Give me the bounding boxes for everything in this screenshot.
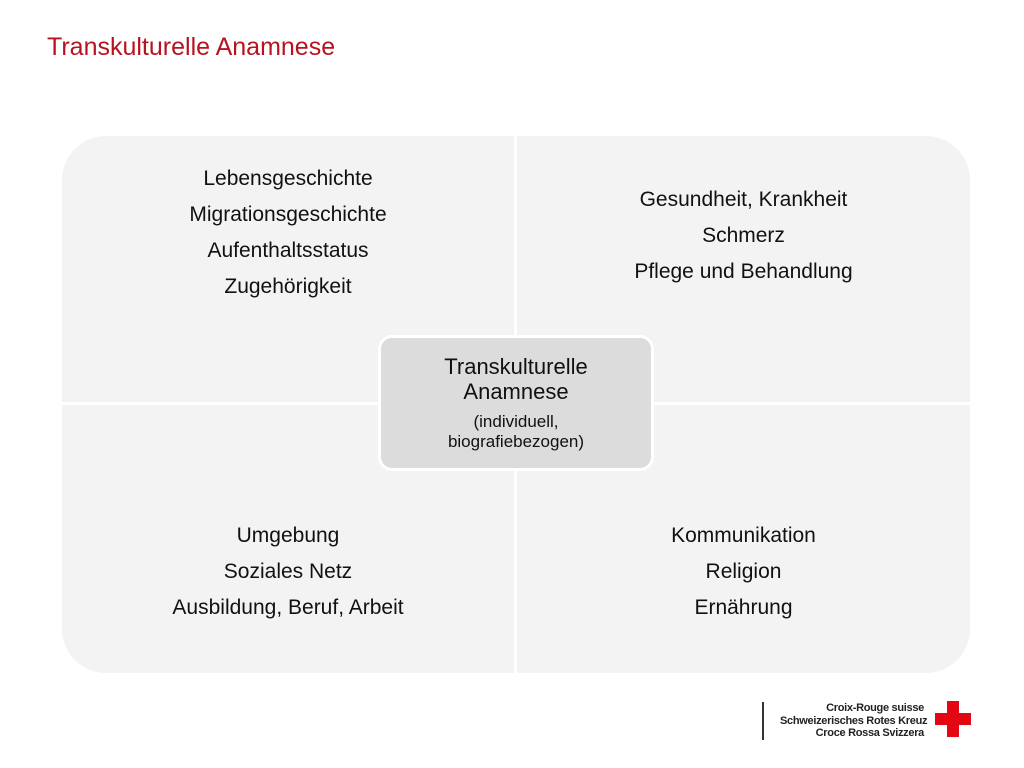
center-subtitle-line2: biografiebezogen) (447, 432, 585, 451)
red-cross-icon (934, 700, 972, 738)
center-title-line2: Anamnese (463, 379, 569, 404)
quadrant-item: Migrationsgeschichte (189, 203, 387, 226)
quadrant-item: Ausbildung, Beruf, Arbeit (172, 596, 404, 619)
quadrant-item: Lebensgeschichte (203, 167, 373, 190)
quadrant-item: Pflege und Behandlung (634, 260, 853, 283)
center-subtitle-line1: (individuell, (473, 412, 559, 431)
quadrant-item: Soziales Netz (223, 560, 353, 583)
center-subtitle (448, 412, 584, 452)
quadrant-item: Kommunikation (671, 524, 816, 547)
logo-line-de: Schweizerisches Rotes Kreuz (780, 714, 928, 727)
quadrant-item: Religion (705, 560, 782, 583)
quadrant-item: Umgebung (236, 524, 340, 547)
quadrant-item: Schmerz (702, 224, 785, 247)
quadrant-item: Ernährung (694, 596, 793, 619)
center-box (378, 335, 654, 471)
quadrant-item: Aufenthaltsstatus (207, 239, 369, 262)
quadrant-item: Zugehörigkeit (224, 275, 352, 298)
logo-line-fr: Croix-Rouge suisse (826, 702, 924, 714)
center-title-line1: Transkulturelle (444, 354, 588, 379)
slide-title: Transkulturelle Anamnese (47, 33, 336, 61)
quadrant-item: Gesundheit, Krankheit (639, 188, 848, 211)
red-cross-logo-text (780, 702, 928, 740)
logo-divider (762, 702, 764, 740)
logo-line-it: Croce Rossa Svizzera (815, 727, 924, 739)
